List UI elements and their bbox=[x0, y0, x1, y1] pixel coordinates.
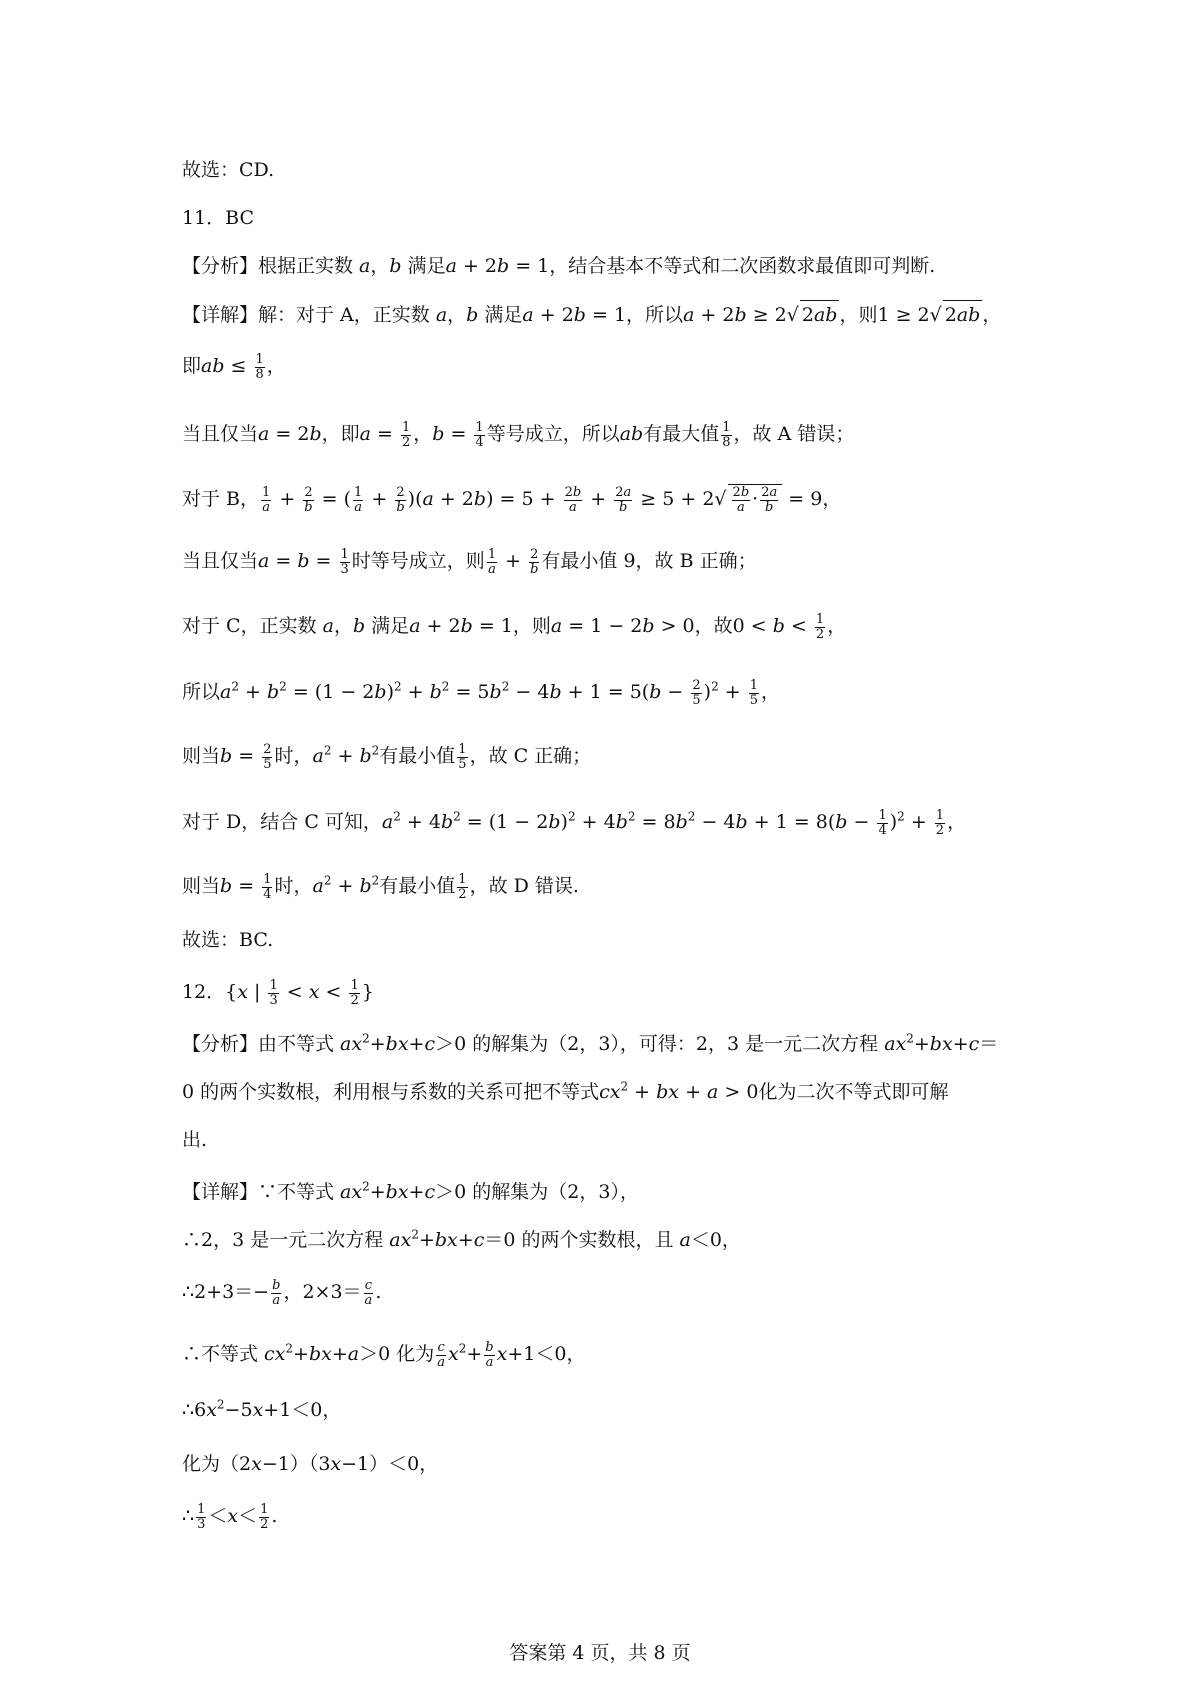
text-line: 即ab ≤ $\frac{1}{8}$ ， bbox=[182, 351, 286, 382]
text-line: ∴2+3＝− $\frac{b}{a}$ ，2×3＝ $\frac{c}{a}$ . bbox=[182, 1277, 382, 1308]
text-line: 当且仅当a = b = $\frac{1}{3}$ 时等号成立，则 $\frac{1}{a}$ + $\frac{2}{b}$ 有最小值 9，故 B 正确； bbox=[182, 546, 757, 577]
text-line: 对于 C，正实数 a，b 满足a + 2b = 1，则a = 1 − 2b > 0，故0 < b < $\frac{1}{2}$ ， bbox=[182, 611, 847, 642]
text-line: 故选：CD. bbox=[182, 159, 275, 181]
text-line: 故选：BC. bbox=[182, 929, 274, 951]
text-line: 当且仅当a = 2b，即a = $\frac{1}{2}$ ，b = $\frac{1}{4}$ 等号成立，所以ab有最大值 $\frac{1}{8}$ ，故 A 错误； bbox=[182, 419, 855, 450]
text-line: 化为（2x−1）（3x−1）＜0， bbox=[182, 1453, 439, 1475]
question-number: 11．BC bbox=[182, 207, 255, 229]
text-line: 所以$a^2 + b^2 = (1 - 2b)^2 + b^2 = 5b^2 - 4b + 1 = 5(b$ − $\frac{2}{5}$ )$^2$ + $\frac{1}{5}$ ， bbox=[182, 677, 781, 708]
page-footer: 答案第 4 页，共 8 页 bbox=[509, 1642, 691, 1664]
text-line: 则当b = $\frac{1}{4}$ 时，$a^2 + b^2$有最小值 $\frac{1}{2}$ ，故 D 错误. bbox=[182, 871, 579, 902]
text-line: $\therefore 6x^2-5x+1<0$， bbox=[182, 1397, 342, 1421]
text-line: 对于 D，结合 C 可知，$a^2 + 4b^2 = (1 - 2b)^2 + 4b^2 = 8b^2 - 4b + 1 = 8(b$ − $\frac{1}{4}$ )$^2$ + $\frac{1}{2}$ ， bbox=[182, 807, 967, 838]
analysis-line: 【分析】由不等式 $ax^2+bx+c>0$ 的解集为（2，3），可得：2，3 是一元二次方程 $ax^2+bx+c=$ bbox=[182, 1031, 999, 1055]
analysis-line: 【分析】根据正实数 a，b 满足a + 2b = 1，结合基本不等式和二次函数求最值即可判断. bbox=[182, 255, 936, 277]
text-line: ∴不等式 $cx^2+bx+a>0$ 化为 $\frac{c}{a}$ $x^2+$ $\frac{b}{a}$ x+1＜0， bbox=[182, 1339, 586, 1370]
text-line: 对于 B， $\frac{1}{a}$ + $\frac{2}{b}$ = ( $\frac{1}{a}$ + $\frac{2}{b}$ )(a + 2b) = 5 + $\frac{2b}{a}$ + $\frac{2a}{b}$ ≥ 5 + 2√ $\frac{2b}{a}$ · $\frac{2a}{b}$ = 9， bbox=[182, 484, 842, 515]
text-line: 出. bbox=[182, 1129, 208, 1151]
text-line: 0 的两个实数根，利用根与系数的关系可把不等式$cx^2$ + bx + a > 0化为二次不等式即可解 bbox=[182, 1079, 949, 1103]
text-line: 则当b = $\frac{2}{5}$ 时，$a^2 + b^2$有最小值 $\frac{1}{5}$ ，故 C 正确； bbox=[182, 741, 592, 772]
detail-line: 【详解】解：对于 A，正实数 a，b 满足a + 2b = 1，所以a + 2b ≥ 2√ 2ab ，则1 ≥ 2√ 2ab ， bbox=[182, 300, 1001, 329]
question-number: 12．{x | $\frac{1}{3}$ < x < $\frac{1}{2}$ } bbox=[182, 977, 374, 1008]
text-line: ∴2，3 是一元二次方程 $ax^2+bx+c=0$ 的两个实数根，且 a＜0， bbox=[182, 1227, 741, 1251]
text-line: ∴ $\frac{1}{3}$ ＜x＜ $\frac{1}{2}$ . bbox=[182, 1501, 278, 1532]
detail-line: 【详解】∵不等式 $ax^2+bx+c>0$ 的解集为（2，3）， bbox=[182, 1179, 639, 1203]
